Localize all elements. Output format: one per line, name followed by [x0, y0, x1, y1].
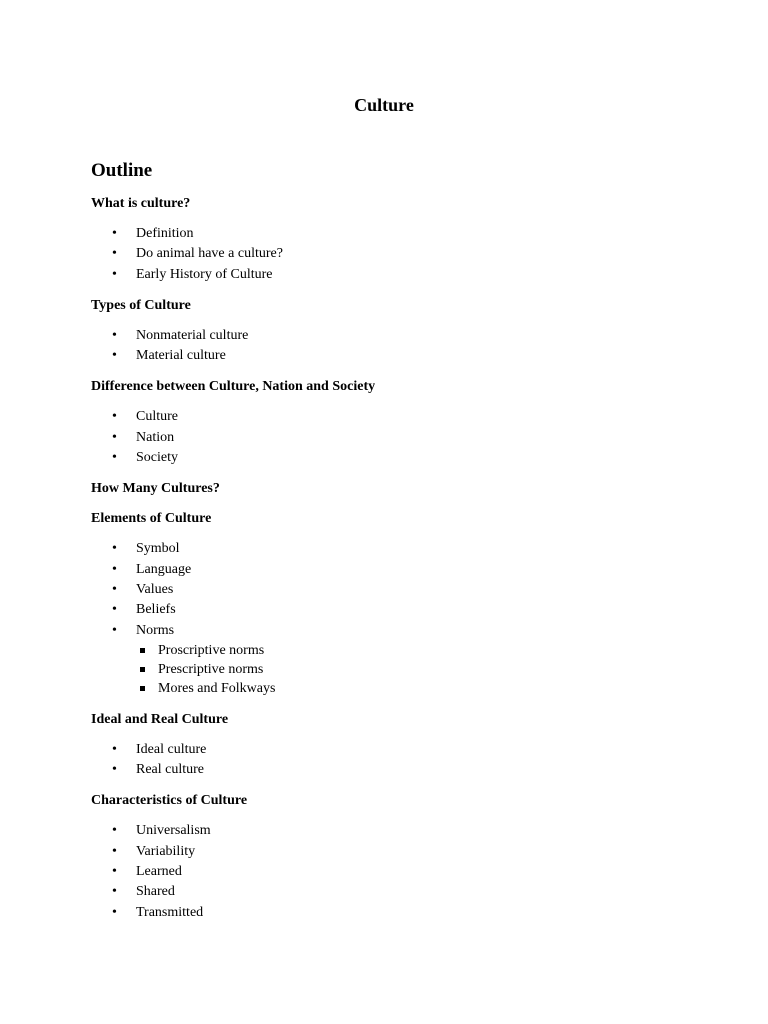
bullet-list — [91, 326, 691, 367]
list-item: • Culture — [91, 407, 691, 427]
sub-list-item: Prescriptive norms — [136, 660, 691, 679]
page-title: Culture — [354, 95, 414, 115]
bullet-icon: • — [112, 622, 117, 638]
bullet-icon: • — [112, 904, 117, 920]
list-item: • Beliefs — [91, 600, 691, 620]
list-item: • Shared — [91, 882, 691, 902]
outline-content — [91, 195, 691, 935]
list-item: • Variability — [91, 842, 691, 862]
list-item: • Universalism — [91, 821, 691, 841]
bullet-icon: • — [112, 581, 117, 597]
bullet-icon: • — [112, 327, 117, 343]
bullet-icon: • — [112, 450, 117, 466]
sub-bullet-list — [136, 641, 691, 699]
section-ideal-real-culture — [91, 711, 691, 781]
section-heading: Characteristics of Culture — [91, 793, 248, 809]
bullet-icon: • — [112, 541, 117, 557]
bullet-icon: • — [112, 762, 117, 778]
list-item: • Material culture — [91, 346, 691, 366]
square-bullet-icon — [140, 648, 145, 653]
outline-heading: Outline — [91, 160, 153, 181]
section-heading: How Many Cultures? — [91, 481, 220, 497]
section-how-many-cultures — [91, 480, 691, 510]
list-item: • Nonmaterial culture — [91, 326, 691, 346]
bullet-icon: • — [112, 741, 117, 757]
section-heading: What is culture? — [91, 196, 191, 211]
list-item: • Nation — [91, 428, 691, 448]
square-bullet-icon — [140, 667, 145, 672]
list-item: • Do animal have a culture? — [91, 244, 691, 264]
bullet-icon: • — [112, 863, 117, 879]
bullet-icon: • — [112, 246, 117, 262]
list-item: • Ideal culture — [91, 740, 691, 760]
section-characteristics — [91, 792, 691, 922]
bullet-icon: • — [112, 823, 117, 839]
list-item: • Values — [91, 580, 691, 600]
section-types-of-culture — [91, 297, 691, 367]
list-item: • Norms Proscriptive norms Prescriptive norms Mores and Folkways — [91, 621, 691, 699]
bullet-icon: • — [112, 602, 117, 618]
bullet-icon: • — [112, 843, 117, 859]
section-elements-of-culture — [91, 510, 691, 698]
list-item: • Early History of Culture — [91, 265, 691, 285]
list-item: • Society — [91, 448, 691, 468]
list-item: • Real culture — [91, 760, 691, 780]
section-difference — [91, 378, 691, 468]
section-heading: Difference between Culture, Nation and Society — [91, 379, 376, 395]
bullet-icon: • — [112, 226, 117, 241]
bullet-list — [91, 821, 691, 922]
bullet-icon: • — [112, 884, 117, 900]
bullet-icon: • — [112, 348, 117, 364]
sub-list-item: Proscriptive norms — [136, 641, 691, 660]
section-heading: Ideal and Real Culture — [91, 711, 229, 727]
list-item: • Transmitted — [91, 903, 691, 923]
section-heading: Elements of Culture — [91, 511, 212, 527]
list-item: • Definition — [91, 224, 691, 244]
bullet-list — [91, 407, 691, 468]
bullet-list — [91, 539, 691, 698]
list-item: • Learned — [91, 862, 691, 882]
bullet-list — [91, 740, 691, 781]
square-bullet-icon — [140, 686, 145, 691]
bullet-list — [91, 224, 691, 285]
bullet-icon: • — [112, 429, 117, 445]
section-heading: Types of Culture — [91, 297, 191, 313]
bullet-icon: • — [112, 409, 117, 425]
list-item: • Symbol — [91, 539, 691, 559]
bullet-icon: • — [112, 561, 117, 577]
section-what-is-culture — [91, 195, 691, 285]
sub-list-item: Mores and Folkways — [136, 679, 691, 698]
list-item: • Language — [91, 560, 691, 580]
bullet-icon: • — [112, 266, 117, 282]
